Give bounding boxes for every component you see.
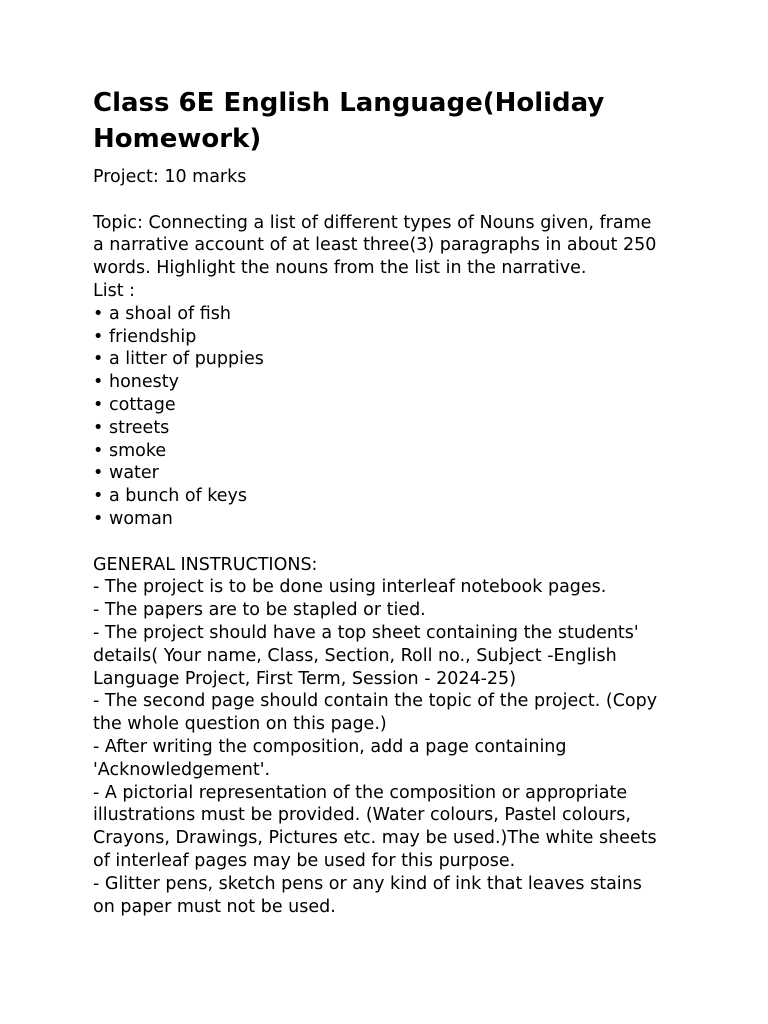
instruction-line: - Glitter pens, sketch pens or any kind of ink that leaves stains	[93, 873, 642, 894]
list-item	[93, 348, 693, 371]
list-item	[93, 371, 693, 394]
bullet-icon: •	[93, 349, 104, 370]
instruction-line: illustrations must be provided. (Water colours, Pastel colours,	[93, 805, 631, 826]
instruction-line: - The project is to be done using interleaf notebook pages.	[93, 577, 607, 598]
instruction-line: of interleaf pages may be used for this purpose.	[93, 850, 516, 871]
list-item	[93, 417, 693, 440]
bullet-icon: •	[93, 326, 104, 347]
list-item-text: honesty	[109, 372, 179, 393]
instruction-line: - The second page should contain the topic of the project. (Copy	[93, 691, 658, 712]
topic-paragraph	[93, 212, 693, 280]
list-item-text: a shoal of fish	[109, 303, 232, 324]
list-item	[93, 485, 693, 508]
bullet-icon: •	[93, 394, 104, 415]
topic-line: Topic: Connecting a list of different types of Nouns given, frame	[93, 212, 652, 233]
list-item	[93, 394, 693, 417]
list-item-text: streets	[109, 417, 170, 438]
page-title	[93, 85, 693, 157]
list-item-text: a litter of puppies	[109, 349, 264, 370]
instruction-line: Language Project, First Term, Session - 2024-25)	[93, 668, 517, 689]
list-item-text: friendship	[109, 326, 197, 347]
bullet-icon: •	[93, 417, 104, 438]
spacer	[93, 531, 693, 554]
instruction-line: 'Acknowledgement'.	[93, 759, 271, 780]
instruction-line: Crayons, Drawings, Pictures etc. may be used.)The white sheets	[93, 828, 657, 849]
list-item	[93, 326, 693, 349]
topic-line: a narrative account of at least three(3) paragraphs in about 250	[93, 235, 657, 256]
topic-line: words. Highlight the nouns from the list in the narrative.	[93, 258, 587, 279]
list-item	[93, 440, 693, 463]
list-item-text: woman	[109, 508, 173, 529]
instructions-heading: GENERAL INSTRUCTIONS:	[93, 554, 318, 575]
bullet-icon: •	[93, 486, 104, 507]
instruction-line: details( Your name, Class, Section, Roll no., Subject -English	[93, 645, 617, 666]
noun-list	[93, 303, 693, 531]
instruction-line: the whole question on this page.)	[93, 714, 387, 735]
document-body	[93, 166, 693, 918]
instruction-line: on paper must not be used.	[93, 896, 336, 917]
list-item-text: a bunch of keys	[109, 486, 248, 507]
bullet-icon: •	[93, 372, 104, 393]
list-item	[93, 508, 693, 531]
list-item-text: water	[109, 463, 159, 484]
instruction-line: - The papers are to be stapled or tied.	[93, 600, 426, 621]
project-marks: Project: 10 marks	[93, 167, 247, 187]
instruction-line: - After writing the composition, add a page containing	[93, 736, 567, 757]
list-item	[93, 462, 693, 485]
list-item-text: smoke	[109, 440, 167, 461]
title-line: Class 6E English Language(Holiday	[93, 88, 605, 118]
instructions-block	[93, 576, 693, 918]
list-label: List :	[93, 280, 136, 301]
bullet-icon: •	[93, 508, 104, 529]
bullet-icon: •	[93, 463, 104, 484]
instruction-line: - A pictorial representation of the composition or appropriate	[93, 782, 628, 803]
bullet-icon: •	[93, 303, 104, 324]
instruction-line: - The project should have a top sheet containing the students'	[93, 622, 639, 643]
list-item	[93, 303, 693, 326]
list-item-text: cottage	[109, 394, 176, 415]
spacer	[93, 189, 693, 212]
title-line: Homework)	[93, 124, 262, 154]
bullet-icon: •	[93, 440, 104, 461]
